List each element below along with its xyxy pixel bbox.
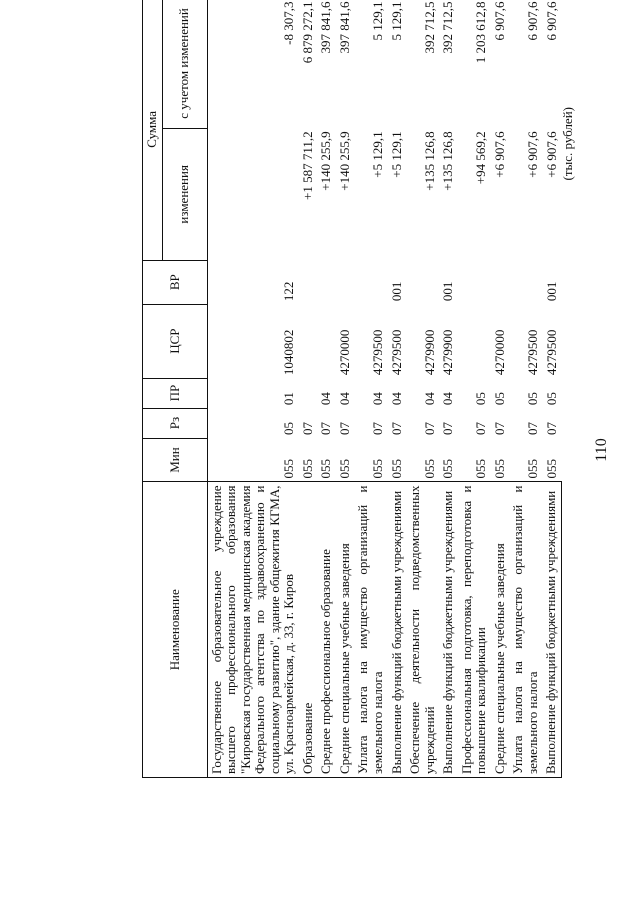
table-header xyxy=(143,0,208,778)
cell-min: 055 xyxy=(388,459,404,479)
cell-name: Обеспечение деятельности подведомственных учреждений xyxy=(406,482,439,778)
cell-csr: 1040802 xyxy=(281,329,297,376)
cell-name: Среднее профессиональное образование xyxy=(317,482,336,778)
cell-changes: +6 907,6 xyxy=(491,131,507,178)
cell-csr: 4279500 xyxy=(524,329,540,376)
cell-name: Образование xyxy=(299,482,318,778)
cell-pr: 04 xyxy=(440,392,456,406)
cell-pr: 04 xyxy=(318,392,334,406)
cell-rz: 07 xyxy=(440,422,456,436)
cell-changes: +94 569,2 xyxy=(473,131,489,185)
header-min: Мин xyxy=(143,438,208,482)
cell-pr: 05 xyxy=(543,392,559,406)
cell-vr: 001 xyxy=(543,281,559,302)
cell-vr: 001 xyxy=(388,281,404,302)
cell-pr: 01 xyxy=(281,392,297,406)
cell-changes: +140 255,9 xyxy=(336,131,352,191)
cell-csr: 4279500 xyxy=(543,329,559,376)
header-rz: Рз xyxy=(143,408,208,438)
table-row xyxy=(458,0,491,778)
cell-total: 392 712,5 xyxy=(440,1,456,54)
cell-name: Выполнение функций бюджетными учреждениями xyxy=(388,482,407,778)
cell-vr xyxy=(317,260,336,304)
cell-changes: +135 126,8 xyxy=(440,131,456,191)
cell-rz: 07 xyxy=(299,422,315,436)
cell-changes xyxy=(207,128,299,260)
header-pr: ПР xyxy=(143,378,208,408)
cell-min: 055 xyxy=(440,459,456,479)
cell-total: 397 841,6 xyxy=(318,1,334,54)
cell-name: Выполнение функций бюджетными учреждениями xyxy=(439,482,458,778)
cell-changes: +5 129,1 xyxy=(388,131,404,178)
cell-vr xyxy=(299,260,318,304)
cell-csr xyxy=(299,304,318,378)
cell-rz: 07 xyxy=(491,422,507,436)
cell-name: Государственное образовательное учреждение высшего профессионального образования "Кировская государственная медицинская академия Федерального агентства по здравоохранению и социальному развитию", здание общежития КГМА, ул. Красноармейская, д. 33, г. Киров xyxy=(207,482,299,778)
cell-total: 6 879 272,1 xyxy=(299,1,315,64)
cell-vr xyxy=(491,260,510,304)
cell-rz: 07 xyxy=(336,422,352,436)
header-vr: ВР xyxy=(143,260,208,304)
cell-rz: 07 xyxy=(421,422,437,436)
cell-name: Уплата налога на имущество организаций и земельного налога xyxy=(509,482,542,778)
cell-min: 055 xyxy=(524,459,540,479)
table-row xyxy=(317,0,336,778)
table-row xyxy=(439,0,458,778)
cell-csr xyxy=(458,304,491,378)
cell-csr: 4279500 xyxy=(370,329,386,376)
cell-name: Уплата налога на имущество организаций и земельного налога xyxy=(354,482,387,778)
cell-changes: +1 587 711,2 xyxy=(299,131,315,200)
cell-rz: 07 xyxy=(370,422,386,436)
cell-changes: +5 129,1 xyxy=(370,131,386,178)
cell-pr: 04 xyxy=(336,392,352,406)
cell-total: 6 907,6 xyxy=(524,1,540,41)
cell-vr xyxy=(354,260,387,304)
cell-min: 055 xyxy=(473,459,489,479)
table-row xyxy=(299,0,318,778)
cell-total: 397 841,6 xyxy=(336,1,352,54)
cell-rz: 07 xyxy=(543,422,559,436)
cell-changes: +140 255,9 xyxy=(318,131,334,191)
cell-rz: 05 xyxy=(281,422,297,436)
cell-pr: 05 xyxy=(473,392,489,406)
table-row xyxy=(336,0,355,778)
cell-vr xyxy=(458,260,491,304)
cell-total: 5 129,1 xyxy=(370,1,386,41)
units-note: (тыс. рублей) xyxy=(560,107,575,181)
cell-csr: 4279900 xyxy=(440,329,456,376)
cell-vr: 122 xyxy=(281,281,297,302)
cell-changes: +135 126,8 xyxy=(421,131,437,191)
cell-min: 055 xyxy=(370,459,386,479)
cell-vr: 001 xyxy=(440,281,456,302)
cell-min: 055 xyxy=(491,459,507,479)
cell-rz: 07 xyxy=(318,422,334,436)
cell-total: -8 307,3 xyxy=(281,1,297,45)
cell-csr: 4279900 xyxy=(421,329,437,376)
table-row xyxy=(354,0,387,778)
cell-total: 392 712,5 xyxy=(421,1,437,54)
table-row xyxy=(491,0,510,778)
cell-min: 055 xyxy=(318,459,334,479)
header-sum: Сумма xyxy=(143,0,163,260)
table-row xyxy=(207,0,299,778)
cell-pr: 05 xyxy=(491,392,507,406)
cell-changes: +6 907,6 xyxy=(524,131,540,178)
cell-vr xyxy=(406,260,439,304)
cell-total: 1 203 612,8 xyxy=(473,1,489,64)
header-csr: ЦСР xyxy=(143,304,208,378)
cell-min: 055 xyxy=(281,459,297,479)
cell-rz: 07 xyxy=(388,422,404,436)
cell-vr xyxy=(336,260,355,304)
cell-pr: 04 xyxy=(421,392,437,406)
cell-rz: 07 xyxy=(473,422,489,436)
cell-rz: 07 xyxy=(524,422,540,436)
cell-total: 5 129,1 xyxy=(388,1,404,41)
cell-name: Профессиональная подготовка, переподготовка и повышение квалификации xyxy=(458,482,491,778)
budget-table xyxy=(142,0,562,778)
cell-csr: 4270000 xyxy=(491,329,507,376)
cell-total: 6 907,6 xyxy=(491,1,507,41)
header-with-changes: с учетом изменений xyxy=(162,0,207,128)
cell-vr xyxy=(509,260,542,304)
cell-name: Выполнение функций бюджетными учреждениями xyxy=(542,482,561,778)
cell-name: Средние специальные учебные заведения xyxy=(336,482,355,778)
table-row xyxy=(406,0,439,778)
cell-pr: 05 xyxy=(524,392,540,406)
cell-changes: +6 907,6 xyxy=(543,131,559,178)
cell-csr: 4279500 xyxy=(388,329,404,376)
header-name: Наименование xyxy=(143,482,208,778)
cell-min: 055 xyxy=(543,459,559,479)
cell-pr: 04 xyxy=(370,392,386,406)
cell-min: 055 xyxy=(421,459,437,479)
cell-csr xyxy=(317,304,336,378)
cell-name: Средние специальные учебные заведения xyxy=(491,482,510,778)
cell-pr xyxy=(299,378,318,408)
page-number: 110 xyxy=(593,438,610,462)
cell-min: 055 xyxy=(336,459,352,479)
table-row xyxy=(509,0,542,778)
cell-total: 6 907,6 xyxy=(543,1,559,41)
cell-min: 055 xyxy=(299,459,315,479)
header-changes: изменения xyxy=(162,128,207,260)
cell-csr: 4270000 xyxy=(336,329,352,376)
cell-pr: 04 xyxy=(388,392,404,406)
table-body xyxy=(207,0,561,778)
table-row xyxy=(388,0,407,778)
table-row xyxy=(542,0,561,778)
